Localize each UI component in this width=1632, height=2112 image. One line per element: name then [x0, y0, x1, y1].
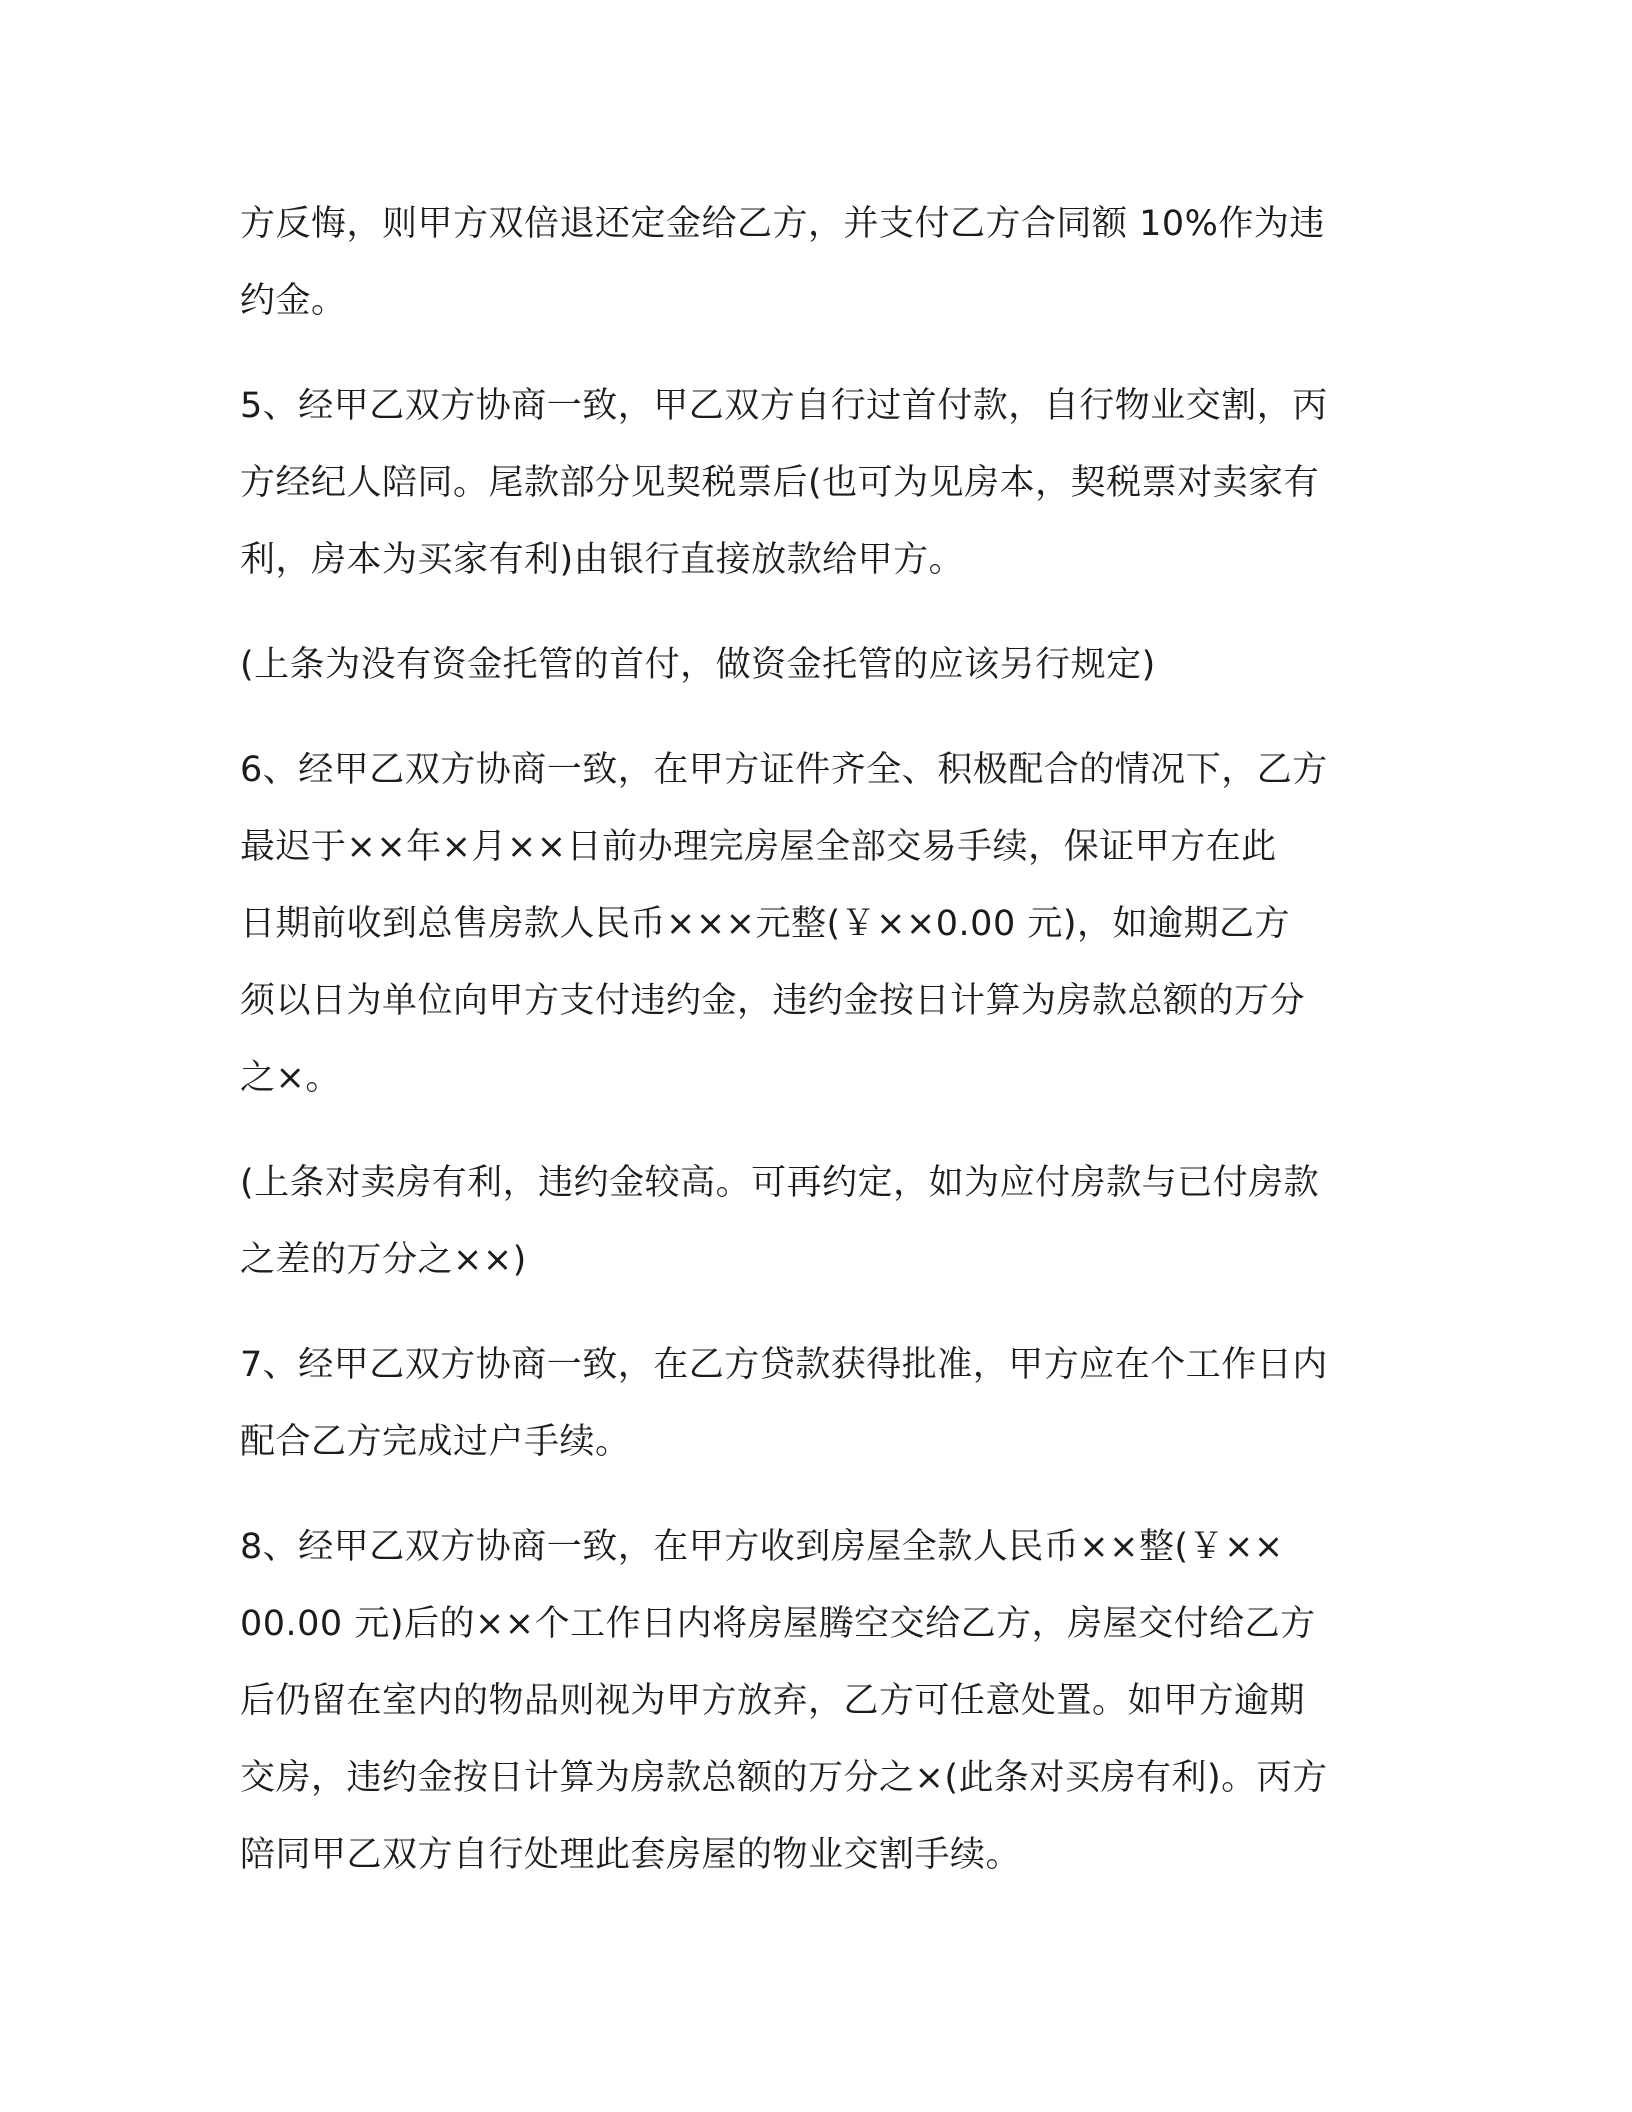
document-body: [240, 186, 1400, 1922]
paragraph-note-escrow: (上条为没有资金托管的首付，做资金托管的应该另行规定): [240, 645, 1156, 685]
paragraph-clause-6: 6、经甲乙双方协商一致，在甲方证件齐全、积极配合的情况下，乙方 最迟于××年×月××日前办理完房屋全部交易手续，保证甲方在此 日期前收到总售房款人民币×××元整(￥××0.00 元)，如逾期乙方 须以日为单位向甲方支付违约金，违约金按日计算为房款总额的万分 之×。: [240, 750, 1328, 1098]
paragraph-clause-7: 7、经甲乙双方协商一致，在乙方贷款获得批准，甲方应在个工作日内 配合乙方完成过户手续。: [240, 1345, 1328, 1462]
paragraph-note-penalty: (上条对卖房有利，违约金较高。可再约定，如为应付房款与已付房款 之差的万分之××): [240, 1163, 1320, 1280]
paragraph-penalty-continuation: 方反悔，则甲方双倍退还定金给乙方，并支付乙方合同额 10%作为违 约金。: [240, 204, 1325, 321]
paragraph-clause-8: 8、经甲乙双方协商一致，在甲方收到房屋全款人民币××整(￥×× 00.00 元)后的××个工作日内将房屋腾空交给乙方，房屋交付给乙方 后仍留在室内的物品则视为甲方放弃，乙方可任意处置。如甲方逾期 交房，违约金按日计算为房款总额的万分之×(此条对买房有利)。丙方 陪同甲乙双方自行处理此套房屋的物业交割手续。: [240, 1527, 1328, 1875]
paragraph-clause-5: 5、经甲乙双方协商一致，甲乙双方自行过首付款，自行物业交割，丙 方经纪人陪同。尾款部分见契税票后(也可为见房本，契税票对卖家有 利，房本为买家有利)由银行直接放款给甲方。: [240, 386, 1328, 580]
